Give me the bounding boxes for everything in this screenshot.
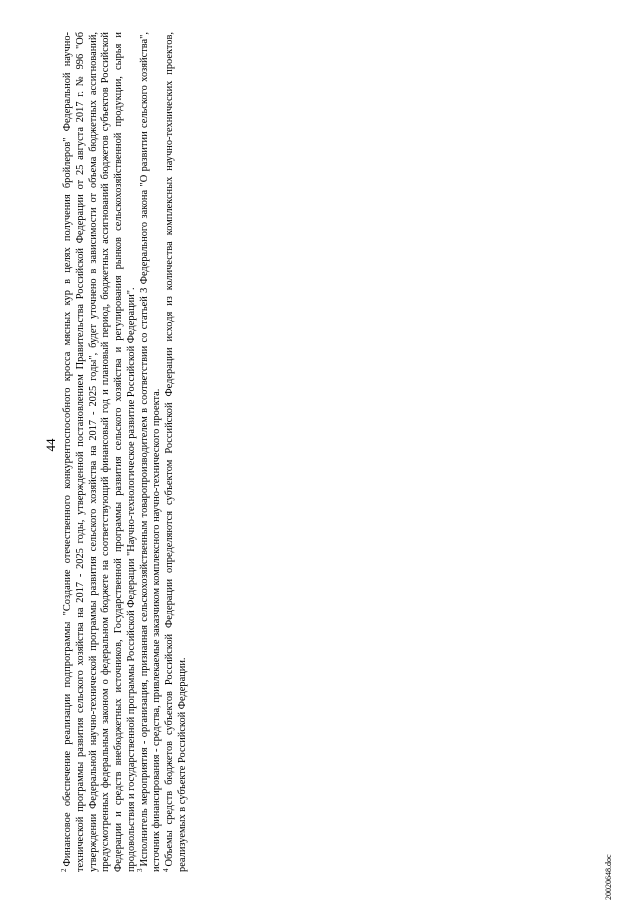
page-number: 44 [43,438,58,452]
footnote-4 [161,32,190,872]
footnote-text: Финансовое обеспечение реализации подпрограммы "Создание отечественного конкурентоспособного кросса мясных кур в целях получения бройлеров" Федеральной научно-технической программы развития сельского хозяйства на 2017 - 2025 годы, утвержденной постановлением Правительства Российской Федерации от 25 августа 2017 г. № 996 "Об утверждении Федеральной научно-технической программы развития сельского хозяйства на 2017 - 2025 годы", будет уточнено в зависимости от объема бюджетных ассигнований, предусмотренных федеральным законом о федеральном бюджете на соответствующий финансовый год и плановый период, бюджетных ассигнований бюджетов субъектов Российской Федерации и средств внебюджетных источников, Государственной программы развития сельского хозяйства и регулирования рынков сельскохозяйственной продукции, сырья и продовольствия и государственной программы Российской Федерации "Научно-технологическое развитие Российской Федерации". [62,32,137,872]
footnote-text: Объемы средств бюджетов субъектов Российской Федерации определяются субъектом Российской Федерации исходя из количества комплексных научно-технических проектов, реализуемых в субъекте Российской Федерации. [164,32,188,872]
footnotes-block [59,32,190,872]
footnote-marker: 2 [59,868,68,872]
footnote-3 [136,32,165,872]
document-code: 20020648.doc [604,854,613,900]
footnote-2 [59,32,139,872]
footnote-marker: 3 [136,868,145,872]
footnote-text: Исполнитель мероприятия - организация, признанная сельскохозяйственным товаропроизводителем в соответствии со статьей 3 Федерального закона "О развитии сельского хозяйства", источник финансирования - средства, привлекаемые заказчиком комплексного научно-технического проекта. [138,32,163,872]
footnote-marker: 4 [161,868,170,872]
